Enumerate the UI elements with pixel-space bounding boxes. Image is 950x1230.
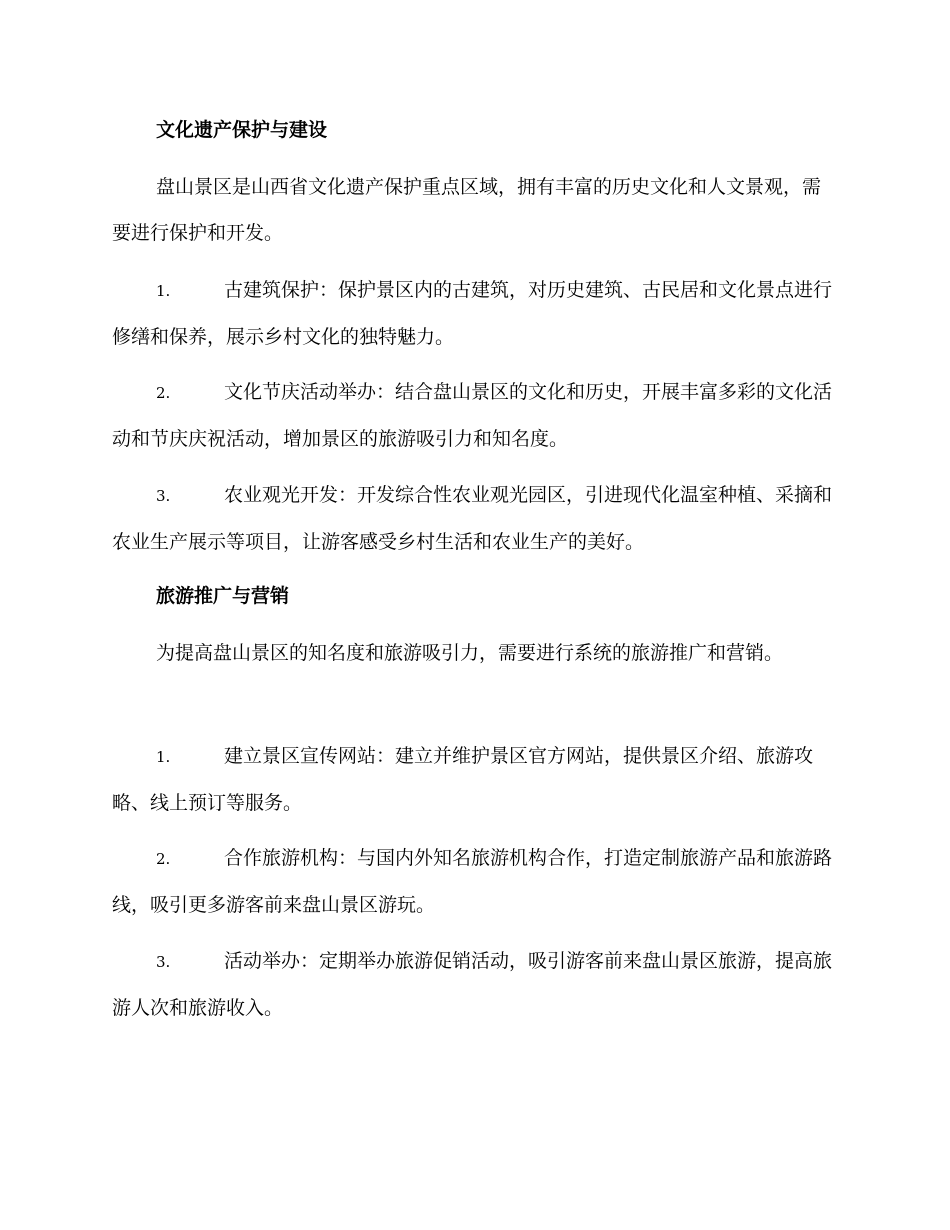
section-intro-promotion: 为提高盘山景区的知名度和旅游吸引力，需要进行系统的旅游推广和营销。 [156, 642, 784, 664]
section-heading-heritage: 文化遗产保护与建设 [156, 119, 328, 141]
list-item [112, 369, 838, 462]
list-item-text: 建立景区宣传网站：建立并维护景区官方网站，提供景区介绍、旅游攻略、线上预订等服务。 [112, 745, 814, 814]
section-heading-promotion: 旅游推广与营销 [156, 585, 290, 607]
list-item [112, 267, 838, 360]
list-item [112, 733, 838, 826]
list-item [112, 938, 838, 1031]
list-item-text: 合作旅游机构：与国内外知名旅游机构合作，打造定制旅游产品和旅游路线，吸引更多游客前来盘山景区游玩。 [112, 847, 833, 916]
list-item-number: 2. [156, 384, 171, 402]
list-item-text: 农业观光开发：开发综合性农业观光园区，引进现代化温室种植、采摘和农业生产展示等项目，让游客感受乡村生活和农业生产的美好。 [112, 484, 833, 553]
list-item [112, 835, 838, 928]
list-item-number: 1. [156, 282, 171, 300]
section-intro-heritage: 盘山景区是山西省文化遗产保护重点区域，拥有丰富的历史文化和人文景观，需要进行保护和开发。 [112, 176, 822, 244]
list-item-number: 1. [156, 748, 171, 766]
list-item-text: 文化节庆活动举办：结合盘山景区的文化和历史，开展丰富多彩的文化活动和节庆庆祝活动，增加景区的旅游吸引力和知名度。 [112, 381, 833, 450]
list-item [112, 472, 838, 565]
list-item-number: 3. [156, 487, 171, 505]
list-item-text: 活动举办：定期举办旅游促销活动，吸引游客前来盘山景区旅游，提高旅游人次和旅游收入。 [112, 950, 833, 1019]
list-item-number: 2. [156, 850, 171, 868]
list-item-number: 3. [156, 953, 171, 971]
list-item-text: 古建筑保护：保护景区内的古建筑，对历史建筑、古民居和文化景点进行修缮和保养，展示乡村文化的独特魅力。 [112, 279, 833, 348]
